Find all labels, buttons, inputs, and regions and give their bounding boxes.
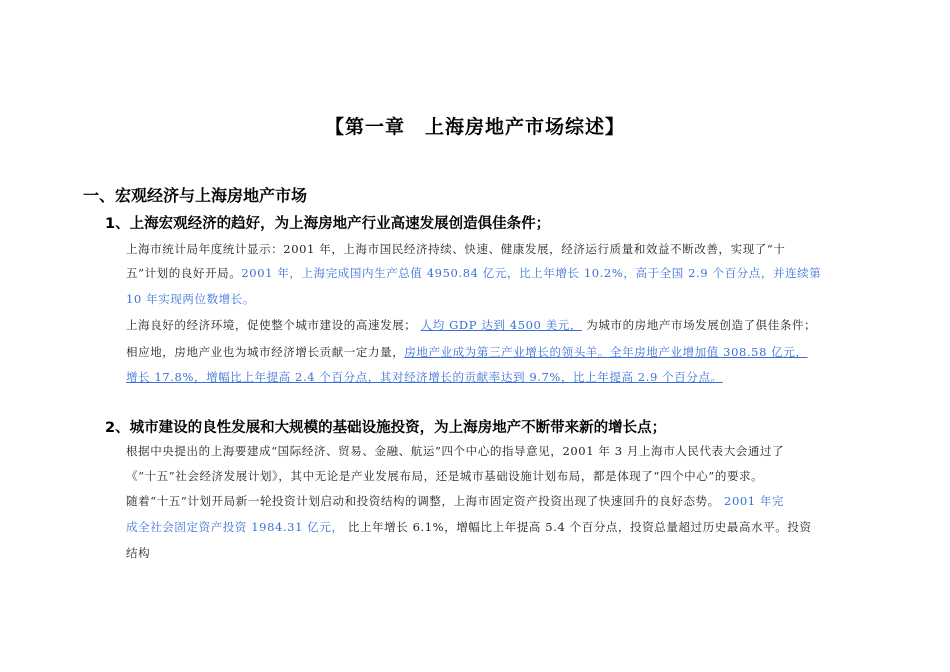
text-span: 比上年增长 6.1%，增幅比上年提高 5.4 个百分点，投资总量超过历史最高水平。投资 [347, 520, 812, 534]
text-span: 上海良好的经济环境，促使整个城市建设的高速发展； [126, 318, 417, 332]
subsection-heading-1: 1、上海宏观经济的趋好，为上海房地产行业高速发展创造俱佳条件； [105, 216, 551, 232]
link-span[interactable]: 人均 GDP 达到 4500 美元， [420, 318, 583, 332]
highlight-span: 2001 年，上海完成国内生产总值 4950.84 亿元，比上年增长 10.2%，高于全国 2.9 个百分点，并连续第 [241, 266, 822, 280]
paragraph-line: 上海市统计局年度统计显示：2001 年，上海市国民经济持续、快速、健康发展，经济运行质量和效益不断改善，实现了“十 [126, 242, 786, 256]
paragraph-line: 结构 [126, 546, 151, 560]
text-span: 随着“十五”计划开局新一轮投资计划启动和投资结构的调整，上海市固定资产投资出现了快速回升的良好态势。 [126, 494, 720, 508]
text-span: 五”计划的良好开局。 [126, 266, 242, 280]
highlight-span: 2001 年完 [724, 494, 785, 508]
paragraph-line[interactable]: 增长 17.8%，增幅比上年提高 2.4 个百分点，其对经济增长的贡献率达到 9.7%，比上年提高 2.9 个百分点。 [126, 370, 723, 384]
paragraph-line [126, 344, 888, 360]
text-span: 相应地，房地产业也为城市经济增长贡献一定力量， [126, 345, 405, 359]
subsection-heading-2: 2、城市建设的良性发展和大规模的基础设施投资，为上海房地产不断带来新的增长点； [105, 420, 667, 436]
paragraph-line [126, 519, 888, 535]
paragraph-line [126, 493, 888, 509]
paragraph-line: 根据中央提出的上海要建成“国际经济、贸易、金融、航运”四个中心的指导意见，2001 年 3 月上海市人民代表大会通过了 [126, 444, 785, 458]
section-heading: 一、宏观经济与上海房地产市场 [83, 186, 308, 205]
highlight-span: 成全社会固定资产投资 1984.31 亿元， [126, 520, 344, 534]
link-span[interactable]: 房地产业成为第三产业增长的领头羊。全年房地产业增加值 308.58 亿元， [404, 345, 808, 359]
text-span: 为城市的房地产市场发展创造了俱佳条件； [586, 318, 817, 332]
paragraph-line [126, 265, 888, 281]
chapter-title: 【第一章 上海房地产市场综述】 [324, 116, 625, 138]
paragraph-line: 《“十五”社会经济发展计划》，其中无论是产业发展布局，还是城市基础设施计划布局，都是体现了“四个中心”的要求。 [126, 469, 764, 483]
paragraph-line [126, 317, 888, 333]
paragraph-line: 10 年实现两位数增长。 [126, 292, 255, 306]
